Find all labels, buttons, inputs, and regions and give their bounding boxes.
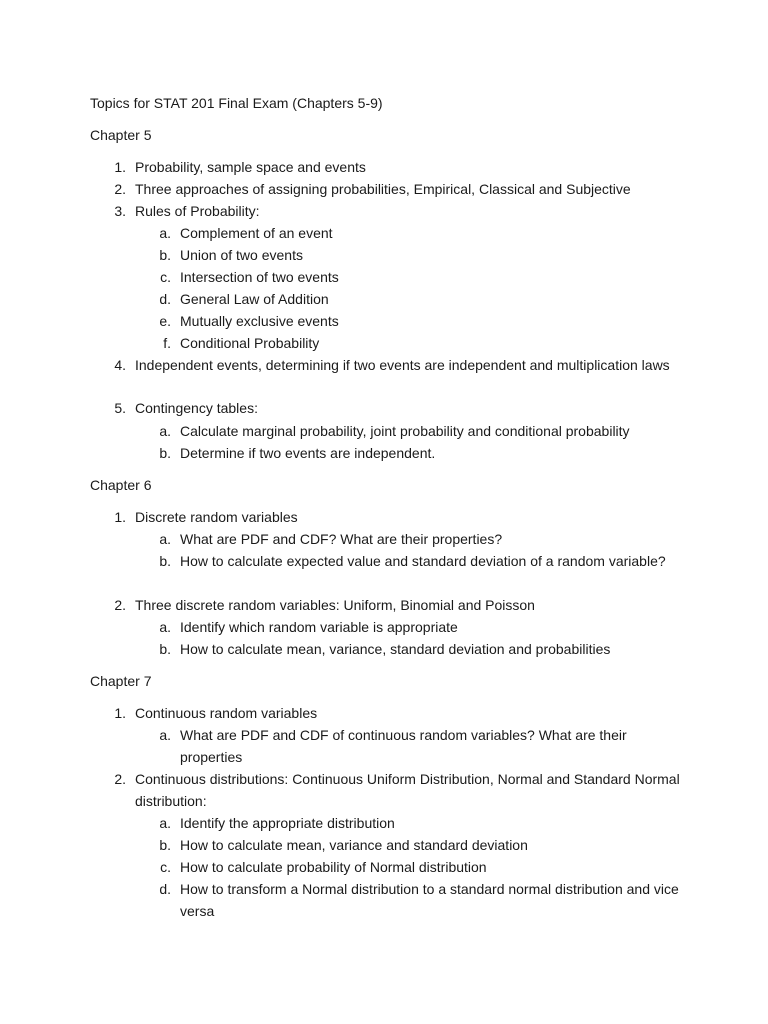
sub-list-item bbox=[135, 834, 680, 856]
list-marker: 3. bbox=[114, 203, 126, 219]
list-item-text: How to calculate mean, variance, standard deviation and probabilities bbox=[180, 641, 611, 657]
sub-list-item bbox=[135, 288, 680, 310]
list-item bbox=[90, 354, 680, 376]
list-marker: c. bbox=[160, 859, 171, 875]
list-marker: e. bbox=[159, 313, 171, 329]
list-marker: a. bbox=[159, 531, 171, 547]
list-marker: a. bbox=[159, 423, 171, 439]
sub-list-item bbox=[135, 442, 680, 464]
list-item-text: Probability, sample space and events bbox=[135, 159, 366, 175]
list-marker: a. bbox=[159, 727, 171, 743]
sub-list-item bbox=[135, 528, 680, 550]
list-item-text: What are PDF and CDF of continuous random variables? What are their properties bbox=[180, 727, 627, 765]
sub-list-item bbox=[135, 420, 680, 442]
list-marker: 5. bbox=[114, 400, 126, 416]
list-item-text: Identify which random variable is appropriate bbox=[180, 619, 458, 635]
list-item-text: Continuous random variables bbox=[135, 705, 318, 721]
list-marker: b. bbox=[159, 247, 171, 263]
list-item-text: How to calculate expected value and standard deviation of a random variable? bbox=[180, 553, 666, 569]
list-item-text: Conditional Probability bbox=[180, 335, 320, 351]
sub-list-item bbox=[135, 724, 680, 768]
document-title: Topics for STAT 201 Final Exam (Chapters 5-9) bbox=[90, 95, 383, 111]
list-item bbox=[90, 200, 680, 222]
list-item-text: Union of two events bbox=[180, 247, 303, 263]
list-item-text: Mutually exclusive events bbox=[180, 313, 339, 329]
list-marker: a. bbox=[159, 619, 171, 635]
list-marker: 2. bbox=[114, 597, 126, 613]
sub-list-item bbox=[135, 310, 680, 332]
list-marker: d. bbox=[159, 291, 171, 307]
list-marker: 2. bbox=[114, 181, 126, 197]
list-marker: d. bbox=[159, 881, 171, 897]
list-item-text: General Law of Addition bbox=[180, 291, 329, 307]
sub-list-item bbox=[135, 638, 680, 660]
list-item-text: Identify the appropriate distribution bbox=[180, 815, 395, 831]
list-marker: 2. bbox=[114, 771, 126, 787]
list-item-text: Three approaches of assigning probabilities, Empirical, Classical and Subjective bbox=[135, 181, 631, 197]
list-marker: b. bbox=[159, 837, 171, 853]
sub-list-item bbox=[135, 616, 680, 638]
list-item-text: Determine if two events are independent. bbox=[180, 445, 436, 461]
list-marker: b. bbox=[159, 445, 171, 461]
list-item-text: Rules of Probability: bbox=[135, 203, 260, 219]
list-marker: f. bbox=[163, 335, 171, 351]
list-item bbox=[90, 156, 680, 178]
list-item bbox=[90, 397, 680, 419]
list-marker: a. bbox=[159, 225, 171, 241]
list-item bbox=[90, 702, 680, 724]
list-marker: c. bbox=[160, 269, 171, 285]
sub-list-item bbox=[135, 222, 680, 244]
list-item-text: Complement of an event bbox=[180, 225, 333, 241]
list-marker: 1. bbox=[114, 159, 126, 175]
list-item-text: Three discrete random variables: Uniform, Binomial and Poisson bbox=[135, 597, 535, 613]
sub-list-item bbox=[135, 266, 680, 288]
sub-list-item bbox=[135, 856, 680, 878]
list-marker: 4. bbox=[114, 357, 126, 373]
list-item-text: Independent events, determining if two events are independent and multiplication laws bbox=[135, 357, 670, 373]
list-item-text: Contingency tables: bbox=[135, 400, 258, 416]
chapter-heading: Chapter 7 bbox=[90, 673, 152, 689]
sub-list-item bbox=[135, 550, 680, 572]
list-marker: 1. bbox=[114, 705, 126, 721]
list-item-text: Discrete random variables bbox=[135, 509, 298, 525]
chapter-heading: Chapter 5 bbox=[90, 127, 152, 143]
list-item-text: Calculate marginal probability, joint probability and conditional probability bbox=[180, 423, 630, 439]
list-item-text: Continuous distributions: Continuous Uniform Distribution, Normal and Standard Normal distribution: bbox=[135, 771, 680, 809]
chapter-heading: Chapter 6 bbox=[90, 477, 152, 493]
list-item-text: How to calculate probability of Normal distribution bbox=[180, 859, 487, 875]
list-item-text: Intersection of two events bbox=[180, 269, 339, 285]
list-item bbox=[90, 594, 680, 616]
list-item bbox=[90, 178, 680, 200]
list-marker: a. bbox=[159, 815, 171, 831]
sub-list-item bbox=[135, 244, 680, 266]
list-marker: b. bbox=[159, 553, 171, 569]
sub-list-item bbox=[135, 812, 680, 834]
sub-list-item bbox=[135, 332, 680, 354]
sub-list-item bbox=[135, 878, 680, 922]
list-item-text: What are PDF and CDF? What are their properties? bbox=[180, 531, 503, 547]
list-item-text: How to transform a Normal distribution to a standard normal distribution and vice versa bbox=[180, 881, 679, 919]
list-item-text: How to calculate mean, variance and standard deviation bbox=[180, 837, 528, 853]
list-marker: 1. bbox=[114, 509, 126, 525]
list-item bbox=[90, 768, 680, 812]
list-item bbox=[90, 506, 680, 528]
list-marker: b. bbox=[159, 641, 171, 657]
